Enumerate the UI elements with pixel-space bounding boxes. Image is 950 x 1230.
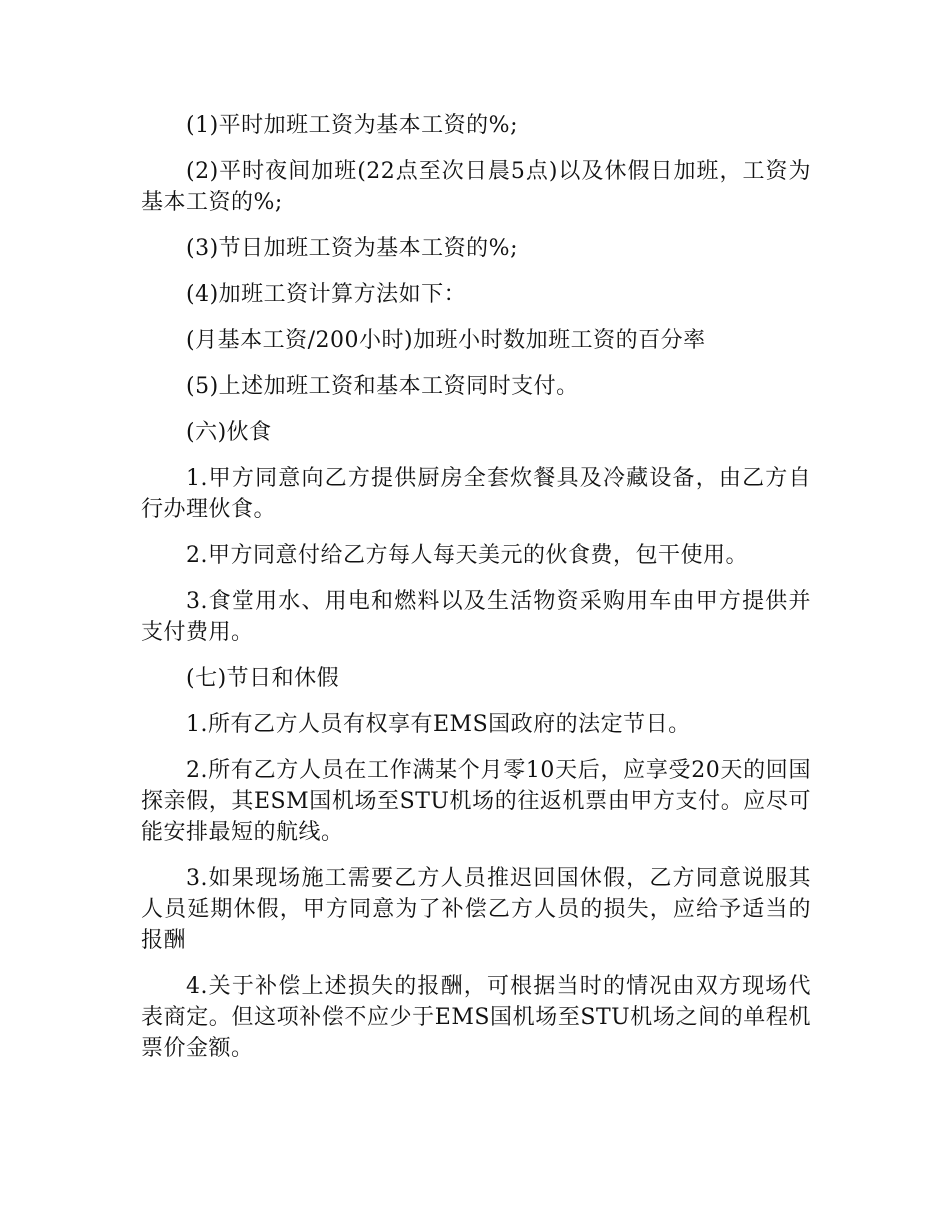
paragraph-overtime-night-holiday: (2)平时夜间加班(22点至次日晨5点)以及休假日加班，工资为基本工资的%;	[141, 159, 811, 215]
document-body	[141, 110, 811, 1079]
section-heading-meals: (六)伙食	[186, 420, 272, 445]
paragraph-holidays-compensation: 4.关于补偿上述损失的报酬，可根据当时的情况由双方现场代表商定。但这项补偿不应少于EMS国机场至STU机场之间的单程机票价金额。	[141, 974, 811, 1061]
paragraph-overtime-festival: (3)节日加班工资为基本工资的%;	[186, 236, 518, 261]
paragraph-holidays-postpone: 3.如果现场施工需要乙方人员推迟回国休假，乙方同意说服其人员延期休假，甲方同意为了补偿乙方人员的损失，应给予适当的报酬	[141, 866, 811, 953]
paragraph-holidays-home-leave: 2.所有乙方人员在工作满某个月零10天后，应享受20天的回国探亲假，其ESM国机场至STU机场的往返机票由甲方支付。应尽可能安排最短的航线。	[141, 758, 811, 845]
section-heading-holidays: (七)节日和休假	[186, 666, 340, 691]
paragraph-meals-allowance: 2.甲方同意付给乙方每人每天美元的伙食费，包干使用。	[186, 543, 748, 568]
paragraph-holidays-legal: 1.所有乙方人员有权享有EMS国政府的法定节日。	[186, 712, 691, 737]
paragraph-meals-utilities: 3.食堂用水、用电和燃料以及生活物资采购用车由甲方提供并支付费用。	[141, 589, 811, 645]
paragraph-overtime-formula: (月基本工资/200小时)加班小时数加班工资的百分率	[186, 328, 706, 353]
paragraph-overtime-method: (4)加班工资计算方法如下：	[186, 282, 467, 307]
paragraph-overtime-regular: (1)平时加班工资为基本工资的%;	[186, 113, 518, 138]
paragraph-meals-kitchen: 1.甲方同意向乙方提供厨房全套炊餐具及冷藏设备，由乙方自行办理伙食。	[141, 466, 811, 522]
paragraph-overtime-payment: (5)上述加班工资和基本工资同时支付。	[186, 374, 579, 399]
